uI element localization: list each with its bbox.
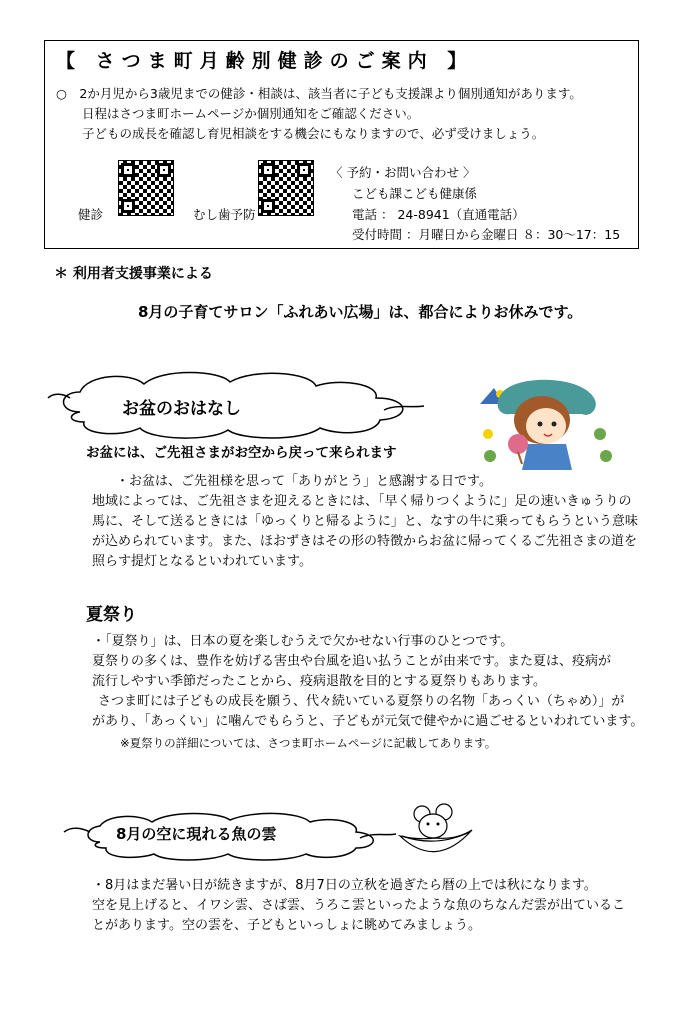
fish-cloud-line-3: とがあります。空の雲を、子どもといっしょに眺めてみましょう。 bbox=[92, 918, 481, 933]
girl-with-fan-illustration bbox=[470, 374, 620, 474]
summer-festival-title: 夏祭り bbox=[86, 605, 137, 625]
support-program-label: ＊ 利用者支援事業による bbox=[54, 266, 213, 282]
salon-closed-announcement: 8月の子育てサロン「ふれあい広場」は、都合によりお休みです。 bbox=[138, 303, 583, 321]
notice-line-1: ○ 2か月児から3歳児までの健診・相談は、該当者に子ども支援課より個別通知があります。 bbox=[56, 86, 582, 101]
contact-heading: 〈 予約・お問い合わせ 〉 bbox=[330, 165, 476, 180]
fish-cloud-line-2: 空を見上げると、イワシ雲、さば雲、うろこ雲といったような魚のちなんだ雲が出ているこ bbox=[92, 898, 626, 913]
notice-line-3: 子どもの成長を確認し育児相談をする機会にもなりますので、必ず受けましょう。 bbox=[82, 126, 545, 141]
fish-cloud-title: 8月の空に現れる魚の雲 bbox=[116, 825, 277, 843]
summer-festival-line-5: があり、「あっくい」に噛んでもらうと、子どもが元気で健やかに過ごせるといわれています。 bbox=[92, 714, 644, 729]
contact-phone: 電話 ： 24-8941（直通電話） bbox=[352, 207, 525, 222]
mouse-in-bowl-illustration bbox=[396, 800, 476, 864]
contact-department: こども課こども健康係 bbox=[352, 186, 478, 201]
checkup-qr-label: 健診 bbox=[78, 207, 104, 222]
obon-line-4: が込められています。また、ほおずきはその形の特徴からお盆に帰ってくるご先祖さまの道を bbox=[92, 534, 637, 549]
obon-line-3: 馬に、そして送るときには「ゆっくりと帰るように」と、なすの牛に乗ってもらうという意味 bbox=[92, 514, 638, 529]
cavity-prevention-qr-label: むし歯予防 bbox=[193, 207, 256, 222]
notice-line-2: 日程はさつま町ホームページか個別通知をご確認ください。 bbox=[82, 106, 420, 121]
checkup-qr-code[interactable] bbox=[118, 160, 174, 216]
obon-line-5: 照らす提灯となるといわれています。 bbox=[92, 554, 312, 569]
obon-line-2: 地域によっては、ご先祖さまを迎えるときには、「早く帰りつくように」足の速いきゅうりの bbox=[92, 494, 632, 509]
cavity-prevention-qr-code[interactable] bbox=[258, 160, 314, 216]
obon-title: お盆のおはなし bbox=[122, 399, 241, 419]
notice-title: 【 さつま町月齢別健診のご案内 】 bbox=[56, 50, 474, 72]
contact-hours: 受付時間 ：月曜日から金曜日 ８：30〜17：15 bbox=[352, 227, 621, 242]
summer-festival-note: ※夏祭りの詳細については、さつま町ホームページに記載してあります。 bbox=[120, 736, 497, 750]
summer-festival-line-2: 夏祭りの多くは、豊作を妨げる害虫や台風を追い払うことが由来です。また夏は、疫病が bbox=[92, 654, 611, 669]
fish-cloud-line-1: ・8月はまだ暑い日が続きますが、8月7日の立秋を過ぎたら暦の上では秋になります。 bbox=[92, 878, 597, 893]
obon-subtitle: お盆には、ご先祖さまがお空から戻って来られます bbox=[86, 445, 397, 461]
obon-line-1: ・お盆は、ご先祖様を思って「ありがとう」と感謝する日です。 bbox=[116, 474, 492, 489]
summer-festival-line-3: 流行しやすい季節だったことから、疫病退散を目的とする夏祭りもあります。 bbox=[92, 674, 546, 689]
summer-festival-line-1: ・「夏祭り」は、日本の夏を楽しむうえで欠かせない行事のひとつです。 bbox=[92, 634, 514, 649]
summer-festival-line-4: さつま町には子どもの成長を願う、代々続いている夏祭りの名物「あっくい（ちゃめ）」が bbox=[98, 694, 625, 709]
